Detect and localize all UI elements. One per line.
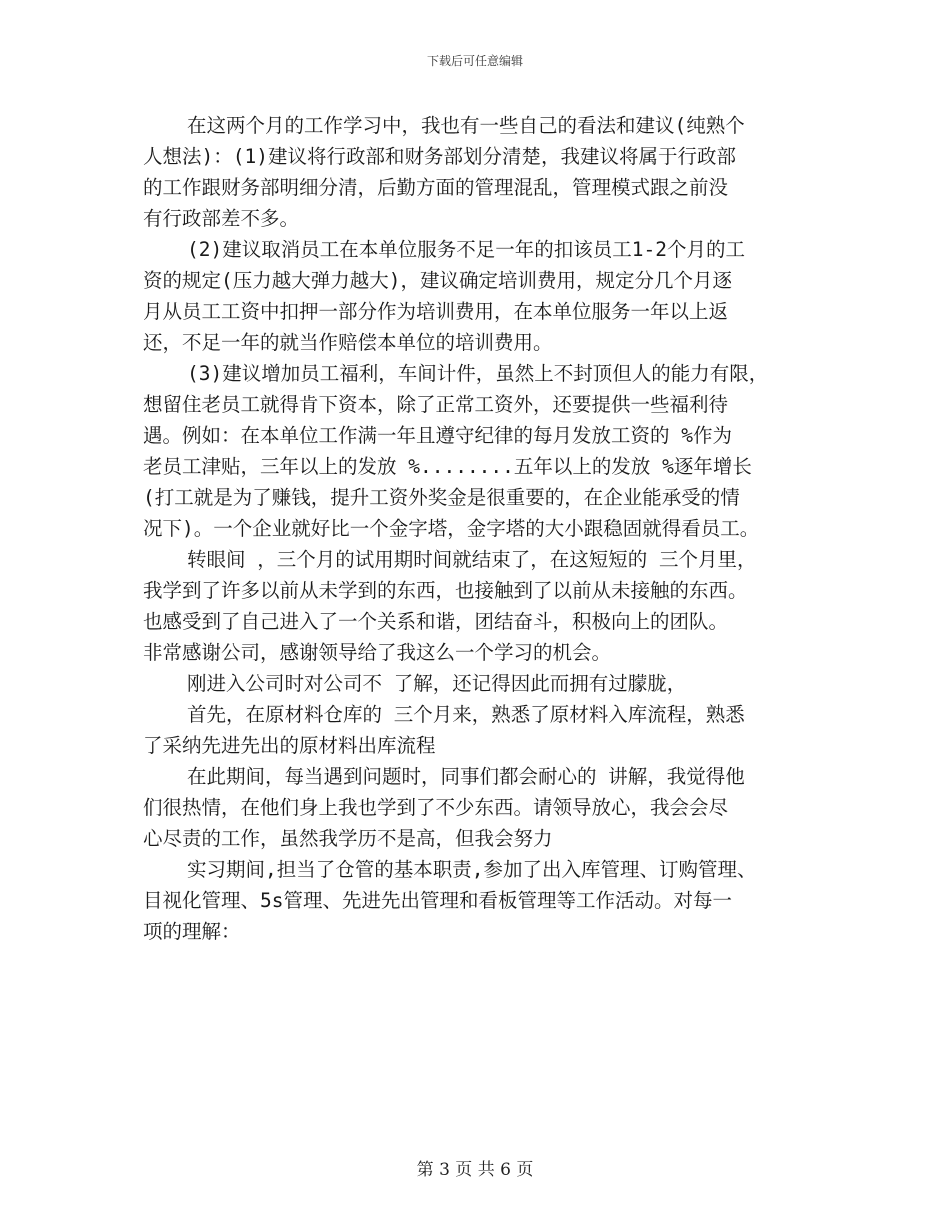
text-line: 资的规定(压力越大弹力越大)，建议确定培训费用，规定分几个月逐 — [143, 269, 732, 292]
text-line: (打工就是为了赚钱，提升工资外奖金是很重要的，在企业能承受的情 — [143, 486, 740, 509]
text-line: 我学到了许多以前从未学到的东西，也接触到了以前从未接触的东西。 — [143, 579, 748, 602]
text-line: 心尽责的工作，虽然我学历不是高，但我会努力 — [143, 827, 553, 850]
text-line: 人想法)：(1)建议将行政部和财务部划分清楚，我建议将属于行政部 — [143, 145, 736, 168]
text-line: (2)建议取消员工在本单位服务不足一年的扣该员工1-2个月的工 — [187, 238, 745, 261]
text-line: 在这两个月的工作学习中，我也有一些自己的看法和建议(纯熟个 — [187, 114, 745, 137]
text-line: 刚进入公司时对公司不 了解，还记得因此而拥有过朦胧， — [187, 672, 687, 695]
text-line: 实习期间,担当了仓管的基本职责,参加了出入库管理、订购管理、 — [187, 858, 757, 881]
document-body — [143, 110, 833, 947]
text-line: 老员工津贴，三年以上的发放 %........五年以上的发放 %逐年增长 — [143, 455, 752, 478]
text-line: 还，不足一年的就当作赔偿本单位的培训费用。 — [143, 331, 553, 354]
text-line: 的工作跟财务部明细分清，后勤方面的管理混乱，管理模式跟之前没 — [143, 176, 729, 199]
text-line: 项的理解： — [143, 920, 241, 943]
text-line: 有行政部差不多。 — [143, 207, 300, 230]
text-line: 转眼间 ，三个月的试用期时间就结束了，在这短短的 三个月里， — [187, 548, 757, 571]
text-line: 在此期间，每当遇到问题时，同事们都会耐心的 讲解，我觉得他 — [187, 765, 745, 788]
text-line: 遇。例如：在本单位工作满一年且遵守纪律的每月发放工资的 %作为 — [143, 424, 732, 447]
text-line: 月从员工工资中扣押一部分作为培训费用，在本单位服务一年以上返 — [143, 300, 729, 323]
page-header: 下载后可任意编辑 — [426, 54, 523, 68]
text-line: (3)建议增加员工福利，车间计件，虽然上不封顶但人的能力有限， — [187, 362, 769, 385]
text-line: 想留住老员工就得肯下资本，除了正常工资外，还要提供一些福利待 — [143, 393, 729, 416]
text-line: 们很热情，在他们身上我也学到了不少东西。请领导放心，我会会尽 — [143, 796, 729, 819]
page-footer: 第 3 页 共 6 页 — [416, 1160, 534, 1180]
text-line: 了采纳先进先出的原材料出库流程 — [143, 734, 436, 757]
text-line: 目视化管理、5s管理、先进先出管理和看板管理等工作活动。对每一 — [143, 889, 732, 912]
text-line: 非常感谢公司，感谢领导给了我这么一个学习的机会。 — [143, 641, 612, 664]
text-line: 也感受到了自己进入了一个关系和谐，团结奋斗，积极向上的团队。 — [143, 610, 729, 633]
text-line: 首先，在原材料仓库的 三个月来，熟悉了原材料入库流程，熟悉 — [187, 703, 745, 726]
text-line: 况下)。一个企业就好比一个金字塔，金字塔的大小跟稳固就得看员工。 — [143, 517, 760, 540]
